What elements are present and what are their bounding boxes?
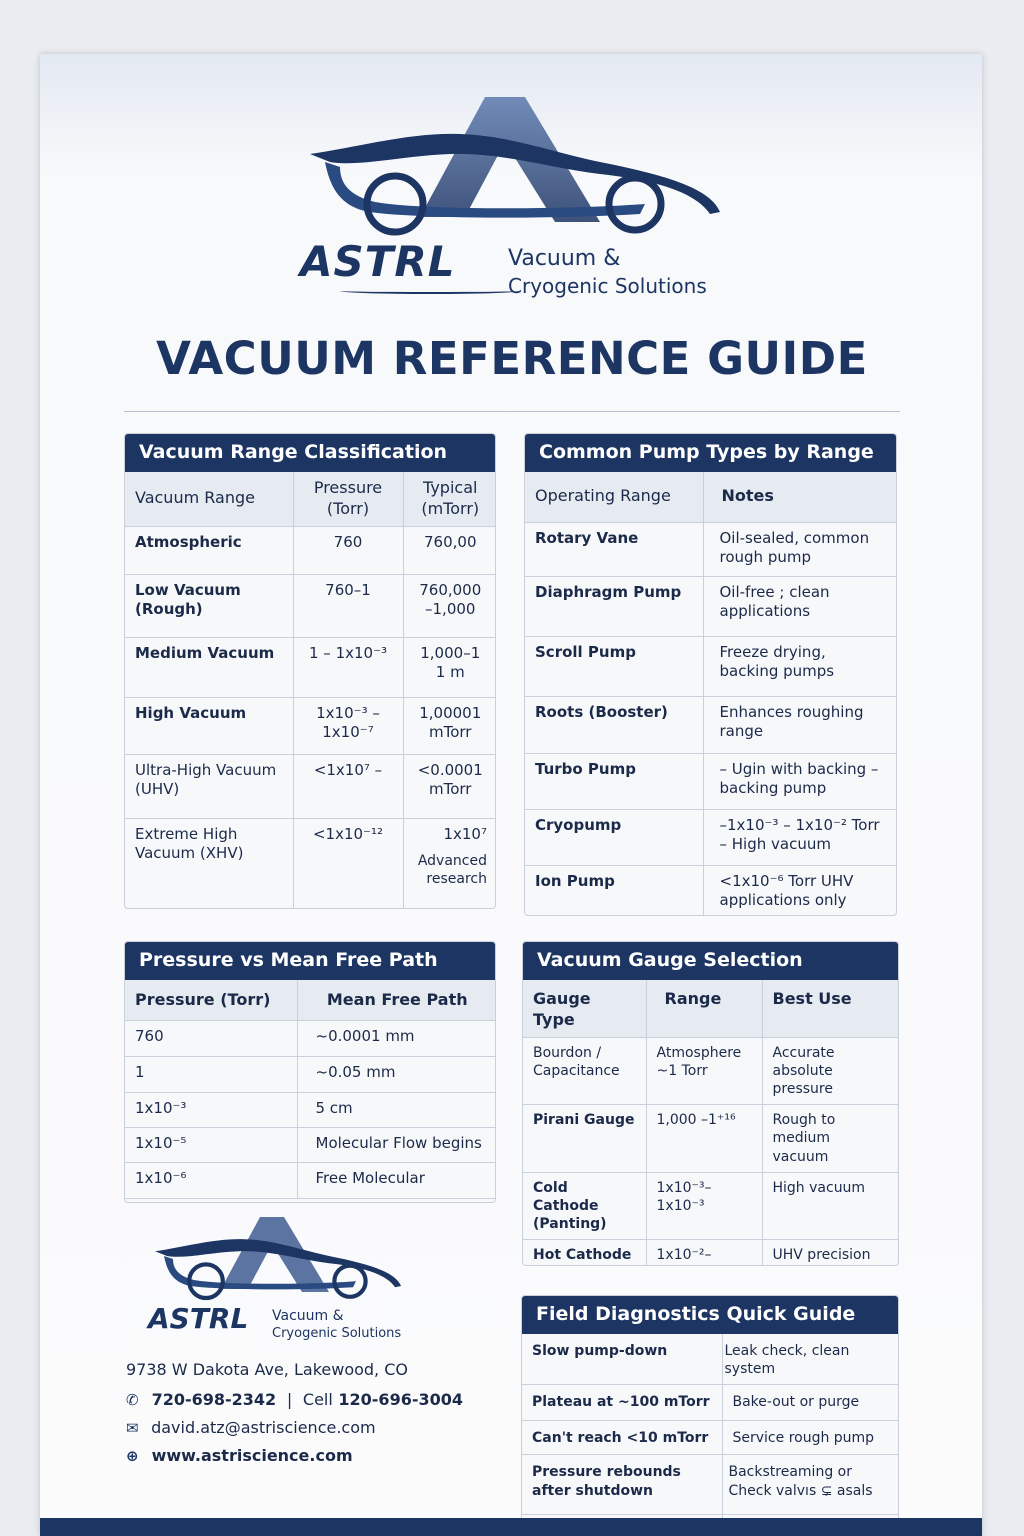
mfp-path: Molecular Flow begins <box>297 1127 496 1162</box>
table-row <box>522 1334 899 1385</box>
pump-notes: <1x10⁻⁶ Torr UHV applications only <box>703 865 897 916</box>
phone-icon: ✆ <box>126 1391 139 1409</box>
gauge-use: Accurate absolute pressure <box>762 1037 899 1105</box>
range-typical: 760,000 –1,000 <box>403 574 496 637</box>
mfp-pressure: 1x10⁻⁵ <box>125 1127 297 1162</box>
email-icon: ✉ <box>126 1419 139 1437</box>
mfp-pressure: 1x10⁻³ <box>125 1092 297 1127</box>
table-row <box>522 1421 899 1455</box>
range-typical: 760,00 <box>403 526 496 574</box>
pump-notes: – Ugin with backing – backing pump <box>703 753 897 809</box>
field-diagnostics-heading: Field Diagnostics Quick Guide <box>522 1296 898 1334</box>
logo-tagline-line1: Vacuum & <box>272 1308 344 1324</box>
pump-name: Ion Pump <box>525 865 703 916</box>
range-name: Ultra-High Vacuum (UHV) <box>125 754 293 818</box>
contact-cell-label: Cell <box>302 1390 333 1409</box>
mfp-path: 5 cm <box>297 1092 496 1127</box>
car-logo-icon <box>300 92 730 242</box>
range-pressure: 760–1 <box>293 574 403 637</box>
title-divider <box>124 411 900 412</box>
table-row <box>523 1037 899 1105</box>
contact-email[interactable]: david.atz@astriscience.com <box>151 1418 376 1437</box>
column-header: Pressure (Torr) <box>125 980 297 1020</box>
gauge-type: Bourdon / Capacitance <box>523 1037 646 1105</box>
table-row <box>522 1385 899 1421</box>
table-row <box>522 1455 899 1515</box>
contact-address: 9738 W Dakota Ave, Lakewood, CO <box>126 1360 408 1379</box>
range-typical: <0.0001 mTorr <box>403 754 496 818</box>
bottom-logo <box>148 1214 418 1346</box>
pump-name: Scroll Pump <box>525 636 703 696</box>
table-row <box>125 526 496 574</box>
gauge-use: UHV precision <box>762 1240 899 1266</box>
top-logo <box>300 92 730 302</box>
range-note: Advanced research <box>417 853 487 888</box>
diagnostic-fix: Service rough pump <box>722 1421 899 1455</box>
diagnostic-symptom: Plateau at ~100 mTorr <box>522 1385 722 1421</box>
vacuum-range-panel <box>124 433 496 909</box>
gauge-range: Atmosphere ~1 Torr <box>646 1037 762 1105</box>
table-row <box>125 1162 496 1198</box>
gauge-selection-panel <box>522 941 899 1266</box>
pump-name: Rotary Vane <box>525 522 703 576</box>
mean-free-path-heading: Pressure vs Mean Free Path <box>125 942 495 980</box>
mfp-pressure: 760 <box>125 1020 297 1056</box>
table-row <box>525 865 897 916</box>
mfp-pressure: 1x10⁻⁶ <box>125 1162 297 1198</box>
pump-notes: Freeze drying, backing pumps <box>703 636 897 696</box>
pump-notes: Oil-free ; clean applications <box>703 576 897 636</box>
contact-phone[interactable]: 720-698-2342 <box>151 1390 277 1409</box>
vacuum-range-heading: Vacuum Range Classification <box>125 434 495 472</box>
table-row <box>525 636 897 696</box>
gauge-range: 1,000 –1⁺¹⁶ <box>646 1105 762 1173</box>
gauge-use: Rough to medium vacuum <box>762 1105 899 1173</box>
column-header: Best Use <box>762 980 899 1037</box>
range-name: Medium Vacuum <box>125 637 293 697</box>
pump-notes: –1x10⁻³ – 1x10⁻² Torr – High vacuum <box>703 809 897 865</box>
contact-website[interactable]: www.astriscience.com <box>151 1446 353 1465</box>
table-row <box>523 1172 899 1240</box>
table-row <box>525 753 897 809</box>
range-name: High Vacuum <box>125 697 293 754</box>
range-typical: 1,000–1 1 m <box>403 637 496 697</box>
pump-name: Diaphragm Pump <box>525 576 703 636</box>
table-row <box>125 818 496 909</box>
column-header: Mean Free Path <box>297 980 496 1020</box>
car-logo-icon <box>148 1214 408 1304</box>
range-pressure: <1x10⁷ – <box>293 754 403 818</box>
logo-tagline-line2: Cryogenic Solutions <box>272 1326 402 1341</box>
range-pressure: 1 – 1x10⁻³ <box>293 637 403 697</box>
column-header: Gauge Type <box>523 980 646 1037</box>
gauge-type: Hot Cathode <box>523 1240 646 1266</box>
range-name: Extreme High Vacuum (XHV) <box>125 818 293 909</box>
table-row <box>125 1127 496 1162</box>
gauge-use: High vacuum <box>762 1172 899 1240</box>
page-title: VACUUM REFERENCE GUIDE <box>156 332 868 385</box>
gauge-selection-table <box>523 980 899 1266</box>
column-header: Vacuum Range <box>125 472 293 526</box>
contact-separator: | <box>281 1390 298 1409</box>
pump-name: Cryopump <box>525 809 703 865</box>
gauge-range: 1x10⁻³–1x10⁻³ <box>646 1172 762 1240</box>
table-row <box>125 1056 496 1092</box>
column-header: Operating Range <box>525 472 703 522</box>
range-name: Atmospheric <box>125 526 293 574</box>
diagnostic-symptom: Can't reach <10 mTorr <box>522 1421 722 1455</box>
table-row <box>125 754 496 818</box>
contact-website-line <box>126 1446 353 1465</box>
mean-free-path-table <box>125 980 496 1199</box>
footer-bar <box>40 1518 982 1536</box>
table-row <box>125 697 496 754</box>
column-header: Notes <box>703 472 897 522</box>
column-header: Typical (mTorr) <box>403 472 496 526</box>
table-row <box>525 809 897 865</box>
logo-wordmark: ASTRL <box>148 1302 249 1335</box>
diagnostic-symptom: Slow pump-down <box>522 1334 722 1385</box>
table-row <box>523 1105 899 1173</box>
pump-name: Turbo Pump <box>525 753 703 809</box>
pump-types-table <box>525 472 897 916</box>
diagnostic-fix: Leak check, clean system <box>722 1334 899 1385</box>
diagnostic-fix: Bake-out or purge <box>722 1385 899 1421</box>
mean-free-path-panel <box>124 941 496 1203</box>
column-header: Pressure (Torr) <box>293 472 403 526</box>
logo-swoosh <box>340 288 520 294</box>
gauge-type: Pirani Gauge <box>523 1105 646 1173</box>
contact-email-line <box>126 1418 376 1437</box>
logo-tagline-line1: Vacuum & <box>508 246 621 271</box>
range-pressure: 760 <box>293 526 403 574</box>
range-typical: 1,00001 mTorr <box>403 697 496 754</box>
table-row <box>525 522 897 576</box>
gauge-selection-heading: Vacuum Gauge Selection <box>523 942 898 980</box>
mfp-path: ~0.0001 mm <box>297 1020 496 1056</box>
field-diagnostics-table <box>522 1334 899 1536</box>
table-row <box>523 1240 899 1266</box>
vacuum-range-table <box>125 472 496 909</box>
field-diagnostics-panel <box>521 1295 899 1536</box>
range-typical: 1x10⁷ <box>443 824 487 843</box>
pump-types-heading: Common Pump Types by Range <box>525 434 896 472</box>
pump-types-panel <box>524 433 897 916</box>
globe-icon: ⊕ <box>126 1447 139 1465</box>
column-header: Range <box>646 980 762 1037</box>
range-pressure: 1x10⁻³ – 1x10⁻⁷ <box>293 697 403 754</box>
logo-tagline-line2: Cryogenic Solutions <box>508 274 707 298</box>
pump-notes: Oil-sealed, common rough pump <box>703 522 897 576</box>
mfp-pressure: 1 <box>125 1056 297 1092</box>
range-typical-cell <box>403 818 496 909</box>
range-pressure: <1x10⁻¹² <box>293 818 403 909</box>
contact-cell[interactable]: 120-696-3004 <box>338 1390 463 1409</box>
table-row <box>525 576 897 636</box>
gauge-range: 1x10⁻²– <box>646 1240 762 1266</box>
pump-name: Roots (Booster) <box>525 696 703 753</box>
gauge-type: Cold Cathode (Panting) <box>523 1172 646 1240</box>
table-row <box>125 574 496 637</box>
mfp-path: Free Molecular <box>297 1162 496 1198</box>
logo-wordmark: ASTRL <box>300 237 456 286</box>
table-row <box>125 1092 496 1127</box>
mfp-path: ~0.05 mm <box>297 1056 496 1092</box>
pump-notes: Enhances roughing range <box>703 696 897 753</box>
contact-phone-line <box>126 1390 463 1409</box>
table-row <box>525 696 897 753</box>
table-row <box>125 637 496 697</box>
table-row <box>125 1020 496 1056</box>
range-name: Low Vacuum (Rough) <box>125 574 293 637</box>
diagnostic-symptom: Pressure rebounds after shutdown <box>522 1455 722 1515</box>
diagnostic-fix: Backstreaming or Check valvıs ⊊ asals <box>722 1455 899 1515</box>
